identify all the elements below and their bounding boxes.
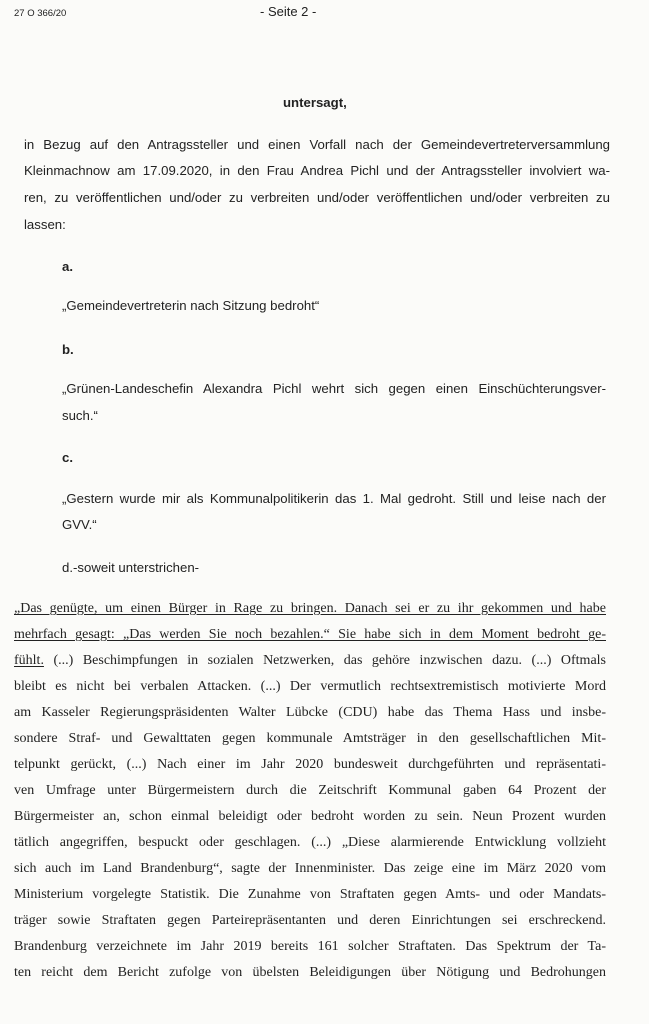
item-c-text-2: GVV.“ [62, 517, 97, 532]
quote-line-9: Bürgermeister an, schon einmal beleidigt oder bedroht worden zu sein. Neun Prozent wurden [14, 809, 606, 824]
quote-line-3-underlined: fühlt. [14, 653, 44, 668]
item-b-text-2: such.“ [62, 408, 98, 423]
quote-line-15: ten reicht dem Bericht zufolge von übelsten Beleidigungen über Nötigung und Bedrohungen [14, 965, 606, 980]
quote-line-14: Brandenburg verzeichnete im Jahr 2019 bereits 161 solcher Straftaten. Das Spektrum der Ta- [14, 939, 606, 954]
item-d-label: d.-soweit unterstrichen- [62, 560, 200, 575]
intro-line-1: in Bezug auf den Antragssteller und einen Vorfall nach der Gemeindevertreterversammlung [24, 137, 610, 152]
quote-line-5: am Kasseler Regierungspräsidenten Walter Lübcke (CDU) habe das Thema Hass und insbe- [14, 705, 606, 720]
quote-line-2: mehrfach gesagt: „Das werden Sie noch bezahlen.“ Sie habe sich in dem Moment bedroht ge- [14, 627, 606, 642]
heading: untersagt, [283, 95, 347, 110]
quote-line-12: Ministerium vorgelegte Statistik. Die Zunahme von Straftaten gegen Amts- und oder Mandats- [14, 887, 606, 902]
quote-line-4: bleibt es nicht bei verbalen Attacken. (...) Der vermutlich rechtsextremistisch motivierte Mord [14, 679, 606, 694]
case-reference: 27 O 366/20 [14, 8, 67, 19]
intro-line-3: ren, zu veröffentlichen und/oder zu verbreiten und/oder veröffentlichen und/oder verbreiten zu [24, 190, 610, 205]
quote-line-1: „Das genügte, um einen Bürger in Rage zu bringen. Danach sei er zu ihr gekommen und habe [14, 601, 606, 616]
quote-line-6: sondere Straf- und Gewalttaten gegen kommunale Amtsträger in den gesellschaftlichen Mit- [14, 731, 606, 746]
quote-line-8: ven Umfrage unter Bürgermeistern durch die Zeitschrift Kommunal gaben 64 Prozent der [14, 783, 606, 798]
quote-line-11: sich auch im Land Brandenburg“, sagte der Innenminister. Das zeige eine im März 2020 vom [14, 861, 606, 876]
page-number: - Seite 2 - [260, 4, 317, 19]
item-c-label: c. [62, 450, 73, 465]
quote-line-13: träger sowie Straftaten gegen Parteirepräsentanten und deren Einrichtungen sei erschreckend. [14, 913, 606, 928]
quote-line-3-rest: (...) Beschimpfungen in sozialen Netzwerken, das gehöre inzwischen dazu. (...) Oftmals [43, 653, 606, 668]
item-a-label: a. [62, 259, 73, 274]
quote-line-10: tätlich angegriffen, bespuckt oder geschlagen. (...) „Diese alarmierende Entwicklung vollzieht [14, 835, 606, 850]
quote-line-7: telpunkt gerückt, (...) Nach einer im Jahr 2020 bundesweit durchgeführten und repräsentati- [14, 757, 606, 772]
item-b-text-1: „Grünen-Landeschefin Alexandra Pichl wehrt sich gegen einen Einschüchterungsver- [62, 381, 606, 396]
intro-line-2: Kleinmachnow am 17.09.2020, in den Frau Andrea Pichl und der Antragssteller involviert wa- [24, 163, 610, 178]
item-a-text: „Gemeindevertreterin nach Sitzung bedroht“ [62, 298, 320, 313]
intro-line-4: lassen: [24, 217, 66, 232]
item-c-text-1: „Gestern wurde mir als Kommunalpolitikerin das 1. Mal gedroht. Still und leise nach der [62, 491, 606, 506]
quote-line-3 [14, 653, 606, 669]
item-b-label: b. [62, 342, 74, 357]
